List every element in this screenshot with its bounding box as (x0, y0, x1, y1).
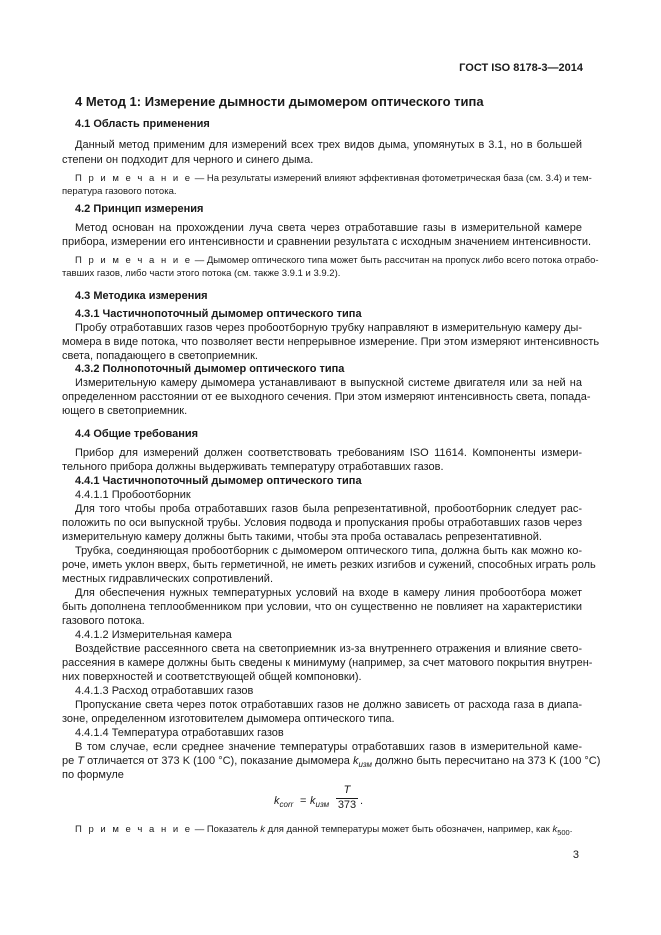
paragraph: зоне, определенном изготовителем дымомера оптического типа. (62, 713, 395, 725)
paragraph: быть дополнена теплообменником при условии, что он существенно не повлияет на характеристики (62, 601, 582, 613)
paragraph: местных гидравлических сопротивлений. (62, 573, 274, 585)
formula-equals: = (300, 795, 307, 807)
paragraph: Пробу отработавших газов через пробоотборную трубку направляют в измерительную камеру ды- (75, 322, 582, 334)
formula-fraction (336, 784, 358, 811)
paragraph: Для того чтобы проба отработавших газов была репрезентативной, пробоотборник следует рас- (75, 503, 582, 515)
note-text: тавших газов, либо части этого потока (см. также 3.9.1 и 3.9.2). (62, 268, 341, 279)
note-text: — Дымомер оптического типа может быть рассчитан на пропуск либо всего потока отрабо- (194, 255, 599, 266)
page-number: 3 (572, 849, 579, 861)
note-text: пература газового потока. (62, 186, 177, 197)
paragraph: определенном расстоянии от ее выходного сечения. При этом измеряют интенсивность света, попада- (62, 391, 591, 403)
document-header: ГОСТ ISO 8178-3—2014 (459, 62, 583, 74)
heading-4-4-1-4: 4.4.1.4 Температура отработавших газов (75, 727, 284, 739)
paragraph: по формуле (62, 769, 124, 781)
paragraph: света, попадающего в светоприемник. (62, 350, 258, 362)
heading-4-4-1: 4.4.1 Частичнопоточный дымомер оптического типа (75, 475, 362, 487)
note-label: П р и м е ч а н и е (75, 173, 193, 184)
note-text: — На результаты измерений влияют эффективная фотометрическая база (см. 3.4) и тем- (194, 173, 592, 184)
paragraph: степени он подходит для черного и синего дыма. (62, 154, 314, 166)
paragraph: них поверхностей и соответствующей общей компоновки). (62, 671, 362, 683)
paragraph: Метод основан на прохождении луча света через отработавшие газы в измерительной камере (75, 222, 582, 234)
paragraph: рассеяния в камере должны быть сведены к минимуму (например, за счет матового покрытия внутрен- (62, 657, 593, 669)
paragraph: газового потока. (62, 615, 145, 627)
note-label: П р и м е ч а н и е (75, 255, 193, 266)
paragraph: тельного прибора должны выдерживать температуру отработавших газов. (62, 461, 444, 473)
symbol-k: k (352, 755, 359, 767)
paragraph: ре T отличается от 373 K (100 °C), показание дымомера $k_{изм}$ должно быть пересчитано на 373 K (100 °C) (62, 755, 601, 770)
heading-4-4-1-2: 4.4.1.2 Измерительная камера (75, 629, 232, 641)
heading-4-3: 4.3 Методика измерения (75, 290, 208, 302)
symbol-T: T (77, 755, 85, 767)
paragraph: ющего в светоприемник. (62, 405, 188, 417)
formula-rhs: $k_{изм}$ (310, 795, 330, 810)
final-note: П р и м е ч а н и е — Показатель k для данной температуры может быть обозначен, например, как $k_{500}$. (75, 824, 573, 837)
paragraph: Воздействие рассеянного света на светоприемник из-за внутреннего отражения и влияние свето- (75, 643, 582, 655)
heading-4-4-1-1: 4.4.1.1 Пробоотборник (75, 489, 191, 501)
fraction-denominator: 373 (337, 799, 357, 811)
heading-4-3-1: 4.3.1 Частичнопоточный дымомер оптического типа (75, 308, 362, 320)
paragraph: В том случае, если среднее значение температуры отработавших газов в измерительной каме- (75, 741, 582, 753)
paragraph: положить по оси выпускной трубы. Условия подвода и пропускания пробы отработавших газов через (62, 517, 582, 529)
formula-lhs: $k_{corr}$ (274, 795, 294, 810)
heading-4-4: 4.4 Общие требования (75, 428, 199, 440)
paragraph: измерительную камеру должны быть такими, чтобы эта проба оставалась репрезентативной. (62, 531, 542, 543)
note-line (75, 173, 592, 184)
heading-4-3-2: 4.3.2 Полнопоточный дымомер оптического типа (75, 363, 345, 375)
paragraph: Прибор для измерений должен соответствовать требованиям ISO 11614. Компоненты измери- (75, 447, 582, 459)
paragraph: прибора, измерении его интенсивности и сравнении результата с исходным значением интенсивности. (62, 236, 592, 248)
formula-period: . (360, 795, 364, 807)
heading-4-1: 4.1 Область применения (75, 118, 210, 130)
paragraph: Данный метод применим для измерений всех трех видов дыма, упомянутых в 3.1, но в большей (75, 139, 582, 151)
note-line (75, 255, 599, 266)
paragraph: момера в виде потока, что позволяет вести непрерывное измерение. При этом измеряют интенсивность (62, 336, 600, 348)
fraction-numerator: T (343, 784, 351, 796)
paragraph: Измерительную камеру дымомера устанавливают в выпускной системе двигателя или за ней на (75, 377, 582, 389)
paragraph: Трубка, соединяющая пробоотборник с дымомером оптического типа, должна быть как можно ко- (75, 545, 582, 557)
heading-4-4-1-3: 4.4.1.3 Расход отработавших газов (75, 685, 254, 697)
paragraph: Пропускание света через поток отработавших газов не должно зависеть от расхода газа в диапа- (75, 699, 582, 711)
heading-4-2: 4.2 Принцип измерения (75, 203, 204, 215)
section-title: 4 Метод 1: Измерение дымности дымомером оптического типа (75, 94, 484, 109)
note-label: П р и м е ч а н и е (75, 824, 193, 835)
paragraph: Для обеспечения нужных температурных условий на входе в камеру линия пробоотбора может (75, 587, 582, 599)
paragraph: роче, иметь уклон вверх, быть герметичной, не иметь резких изгибов и сужений, способных играть роль (62, 559, 596, 571)
